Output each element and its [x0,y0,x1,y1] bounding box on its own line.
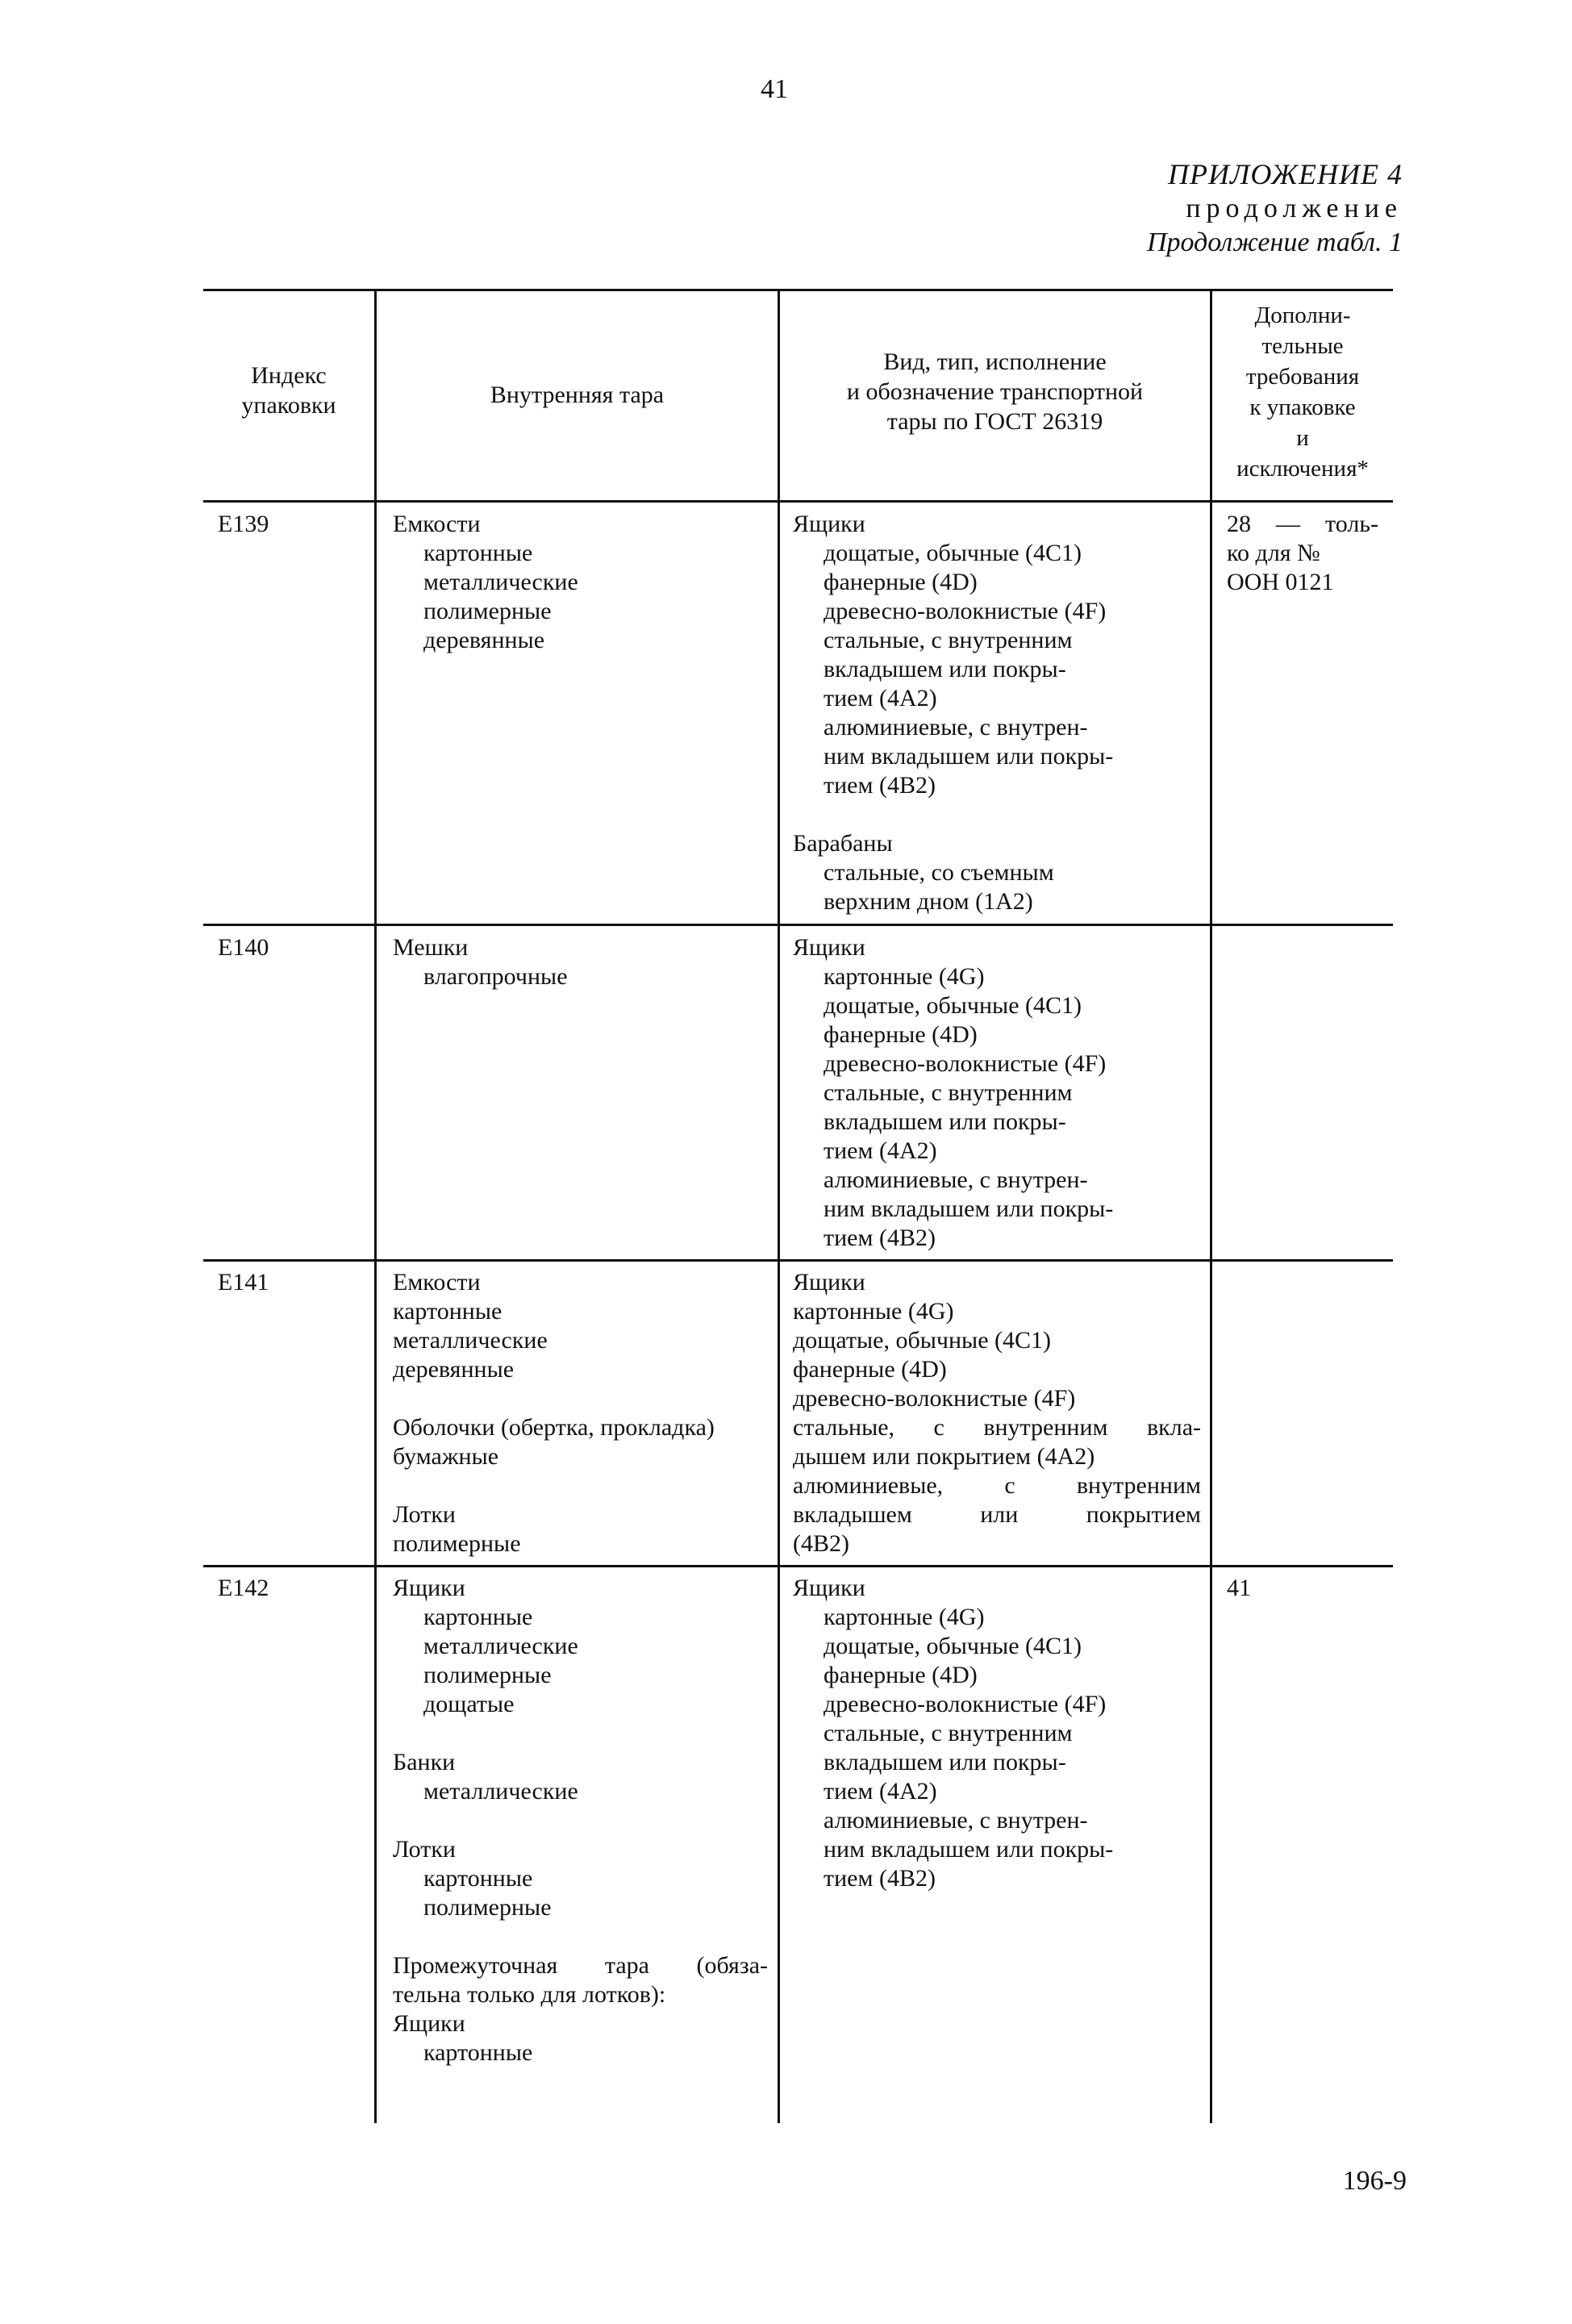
header-line: Дополни- [1254,302,1351,328]
cell-line: Оболочки (обертка, прокладка) [393,1414,715,1441]
cell-line: древесно-волокнистые (4F) [824,598,1107,624]
cell-line: дощатые, обычные (4С1) [824,992,1082,1019]
cell-line: дышем или покрытием (4А2) [793,1443,1095,1470]
table-continuation-label: Продолжение табл. 1 [1146,227,1403,257]
cell-line: вкладышем или покры- [824,1108,1066,1135]
header-extra-requirements [1212,300,1393,484]
row-inner-e139 [393,510,578,655]
cell-line: стальные, с внутренним [824,627,1073,653]
row-transport-e142 [793,1574,1113,1893]
cell-line: Ящики [793,511,865,537]
cell-line: вкладышем или покрытием [793,1501,1201,1528]
cell-line: тием (4В2) [824,1865,936,1892]
row-index-e139: Е139 [218,511,269,537]
cell-line: Лотки [393,1501,456,1528]
cell-line: Ящики [793,1269,865,1296]
cell-line: полимерные [423,598,552,624]
cell-line: ООН 0121 [1227,569,1334,595]
footer-code: 196-9 [1342,2166,1407,2196]
cell-line: фанерные (4D) [824,1021,978,1048]
row-divider [203,1565,1393,1567]
column-divider [374,290,377,2123]
cell-line: вкладышем или покры- [824,1749,1066,1775]
appendix-title: ПРИЛОЖЕНИЕ 4 [1168,158,1403,190]
cell-line: фанерные (4D) [793,1356,947,1383]
cell-line: Емкости [393,511,481,537]
cell-line: тием (4А2) [824,685,937,711]
cell-line: Ящики [393,1575,465,1601]
cell-line: (4В2) [793,1530,849,1557]
cell-line: Барабаны [793,830,893,857]
cell-line: деревянные [393,1356,515,1383]
cell-line: 41 [1227,1575,1251,1601]
appendix-subtitle: продолжение [1186,194,1403,223]
row-divider [203,1259,1393,1262]
header-line: Индекс [251,362,327,389]
header-line: Внутренняя тара [490,382,665,408]
header-line: упаковки [241,392,336,419]
table-top-rule [203,289,1393,291]
cell-line: верхним дном (1А2) [824,888,1033,915]
row-inner-e141 [393,1268,715,1558]
header-line: тары по ГОСТ 26319 [886,408,1103,435]
row-transport-e139 [793,510,1113,916]
cell-line: Емкости [393,1269,481,1296]
cell-line: полимерные [423,1894,552,1921]
cell-line: полимерные [393,1530,521,1557]
row-index-e142: Е142 [218,1575,269,1601]
row-transport-e140 [793,933,1113,1253]
cell-line: стальные, со съемным [824,859,1054,886]
row-transport-e141 [793,1268,1201,1558]
header-transport-packaging [780,347,1210,436]
cell-line: 28 — толь- [1227,511,1378,537]
cell-line: тием (4А2) [824,1137,937,1164]
row-extra-e139 [1227,510,1378,597]
cell-line: картонные [393,1298,502,1325]
cell-line: влагопрочные [423,963,568,990]
cell-line: дощатые [423,1691,515,1717]
cell-line: вкладышем или покры- [824,656,1066,682]
header-inner-packaging [377,380,778,410]
cell-line: тием (4А2) [824,1778,937,1805]
cell-line: ним вкладышем или покры- [824,1195,1114,1222]
cell-line: алюминиевые, с внутренним [793,1472,1201,1499]
header-index [203,361,374,420]
header-line: исключения* [1236,456,1369,482]
cell-line [393,1806,768,1835]
cell-line: картонные (4G) [824,963,985,990]
cell-line: ним вкладышем или покры- [824,743,1114,770]
cell-line [393,1471,715,1500]
cell-line: картонные [423,1865,533,1892]
header-line: Вид, тип, исполнение [883,348,1107,375]
column-divider [1210,290,1212,2123]
cell-line: ко для № [1227,540,1320,566]
cell-line: тием (4В2) [824,772,936,799]
cell-line: бумажные [393,1443,499,1470]
cell-line: фанерные (4D) [824,1662,978,1688]
header-line: к упаковке [1249,394,1356,420]
cell-line: картонные [423,2039,533,2066]
cell-line: стальные, с внутренним [824,1079,1073,1106]
row-index-e140: Е140 [218,934,269,961]
row-index-e141: Е141 [218,1269,269,1296]
cell-line: алюминиевые, с внутрен- [824,1807,1088,1834]
cell-line: металлические [423,1633,578,1659]
cell-line: древесно-волокнистые (4F) [824,1691,1107,1717]
cell-line: Мешки [393,934,469,961]
cell-line: картонные [423,540,533,566]
cell-line: Лотки [393,1836,456,1863]
cell-line: Ящики [393,2010,465,2037]
cell-line: Банки [393,1749,456,1775]
cell-line: дощатые, обычные (4С1) [793,1327,1052,1354]
page-number: 41 [761,74,788,104]
cell-line: деревянные [423,627,545,653]
cell-line: дощатые, обычные (4С1) [824,540,1082,566]
row-extra-e142 [1227,1574,1251,1603]
header-line: требования [1245,364,1360,390]
cell-line [393,1922,768,1951]
column-divider [778,290,780,2123]
header-bottom-rule [203,500,1393,503]
cell-line: картонные [423,1604,533,1630]
cell-line: металлические [423,569,578,595]
cell-line: Промежуточная тара (обяза- [393,1952,768,1979]
cell-line: металлические [423,1778,578,1805]
cell-line: Ящики [793,934,865,961]
cell-line: тием (4В2) [824,1225,936,1251]
cell-line [793,800,1113,829]
cell-line: картонные (4G) [824,1604,985,1630]
cell-line [393,1384,715,1413]
row-divider [203,924,1393,926]
cell-line: Ящики [793,1575,865,1601]
cell-line: фанерные (4D) [824,569,978,595]
cell-line: стальные, с внутренним [824,1720,1073,1746]
cell-line: алюминиевые, с внутрен- [824,1166,1088,1193]
header-line: тельные [1261,333,1344,359]
cell-line: металлические [393,1327,548,1354]
cell-line: картонные (4G) [793,1298,954,1325]
cell-line: древесно-волокнистые (4F) [793,1385,1076,1412]
cell-line: стальные, с внутренним вкла- [793,1414,1201,1441]
cell-line: алюминиевые, с внутрен- [824,714,1088,741]
cell-line: полимерные [423,1662,552,1688]
cell-line: ним вкладышем или покры- [824,1836,1114,1863]
header-line: и [1296,425,1309,451]
cell-line [393,1719,768,1748]
row-inner-e142 [393,1574,768,2067]
header-line: и обозначение транспортной [846,378,1144,405]
cell-line: тельна только для лотков): [393,1981,666,2008]
row-inner-e140 [393,933,568,991]
cell-line: древесно-волокнистые (4F) [824,1050,1107,1077]
cell-line: дощатые, обычные (4С1) [824,1633,1082,1659]
